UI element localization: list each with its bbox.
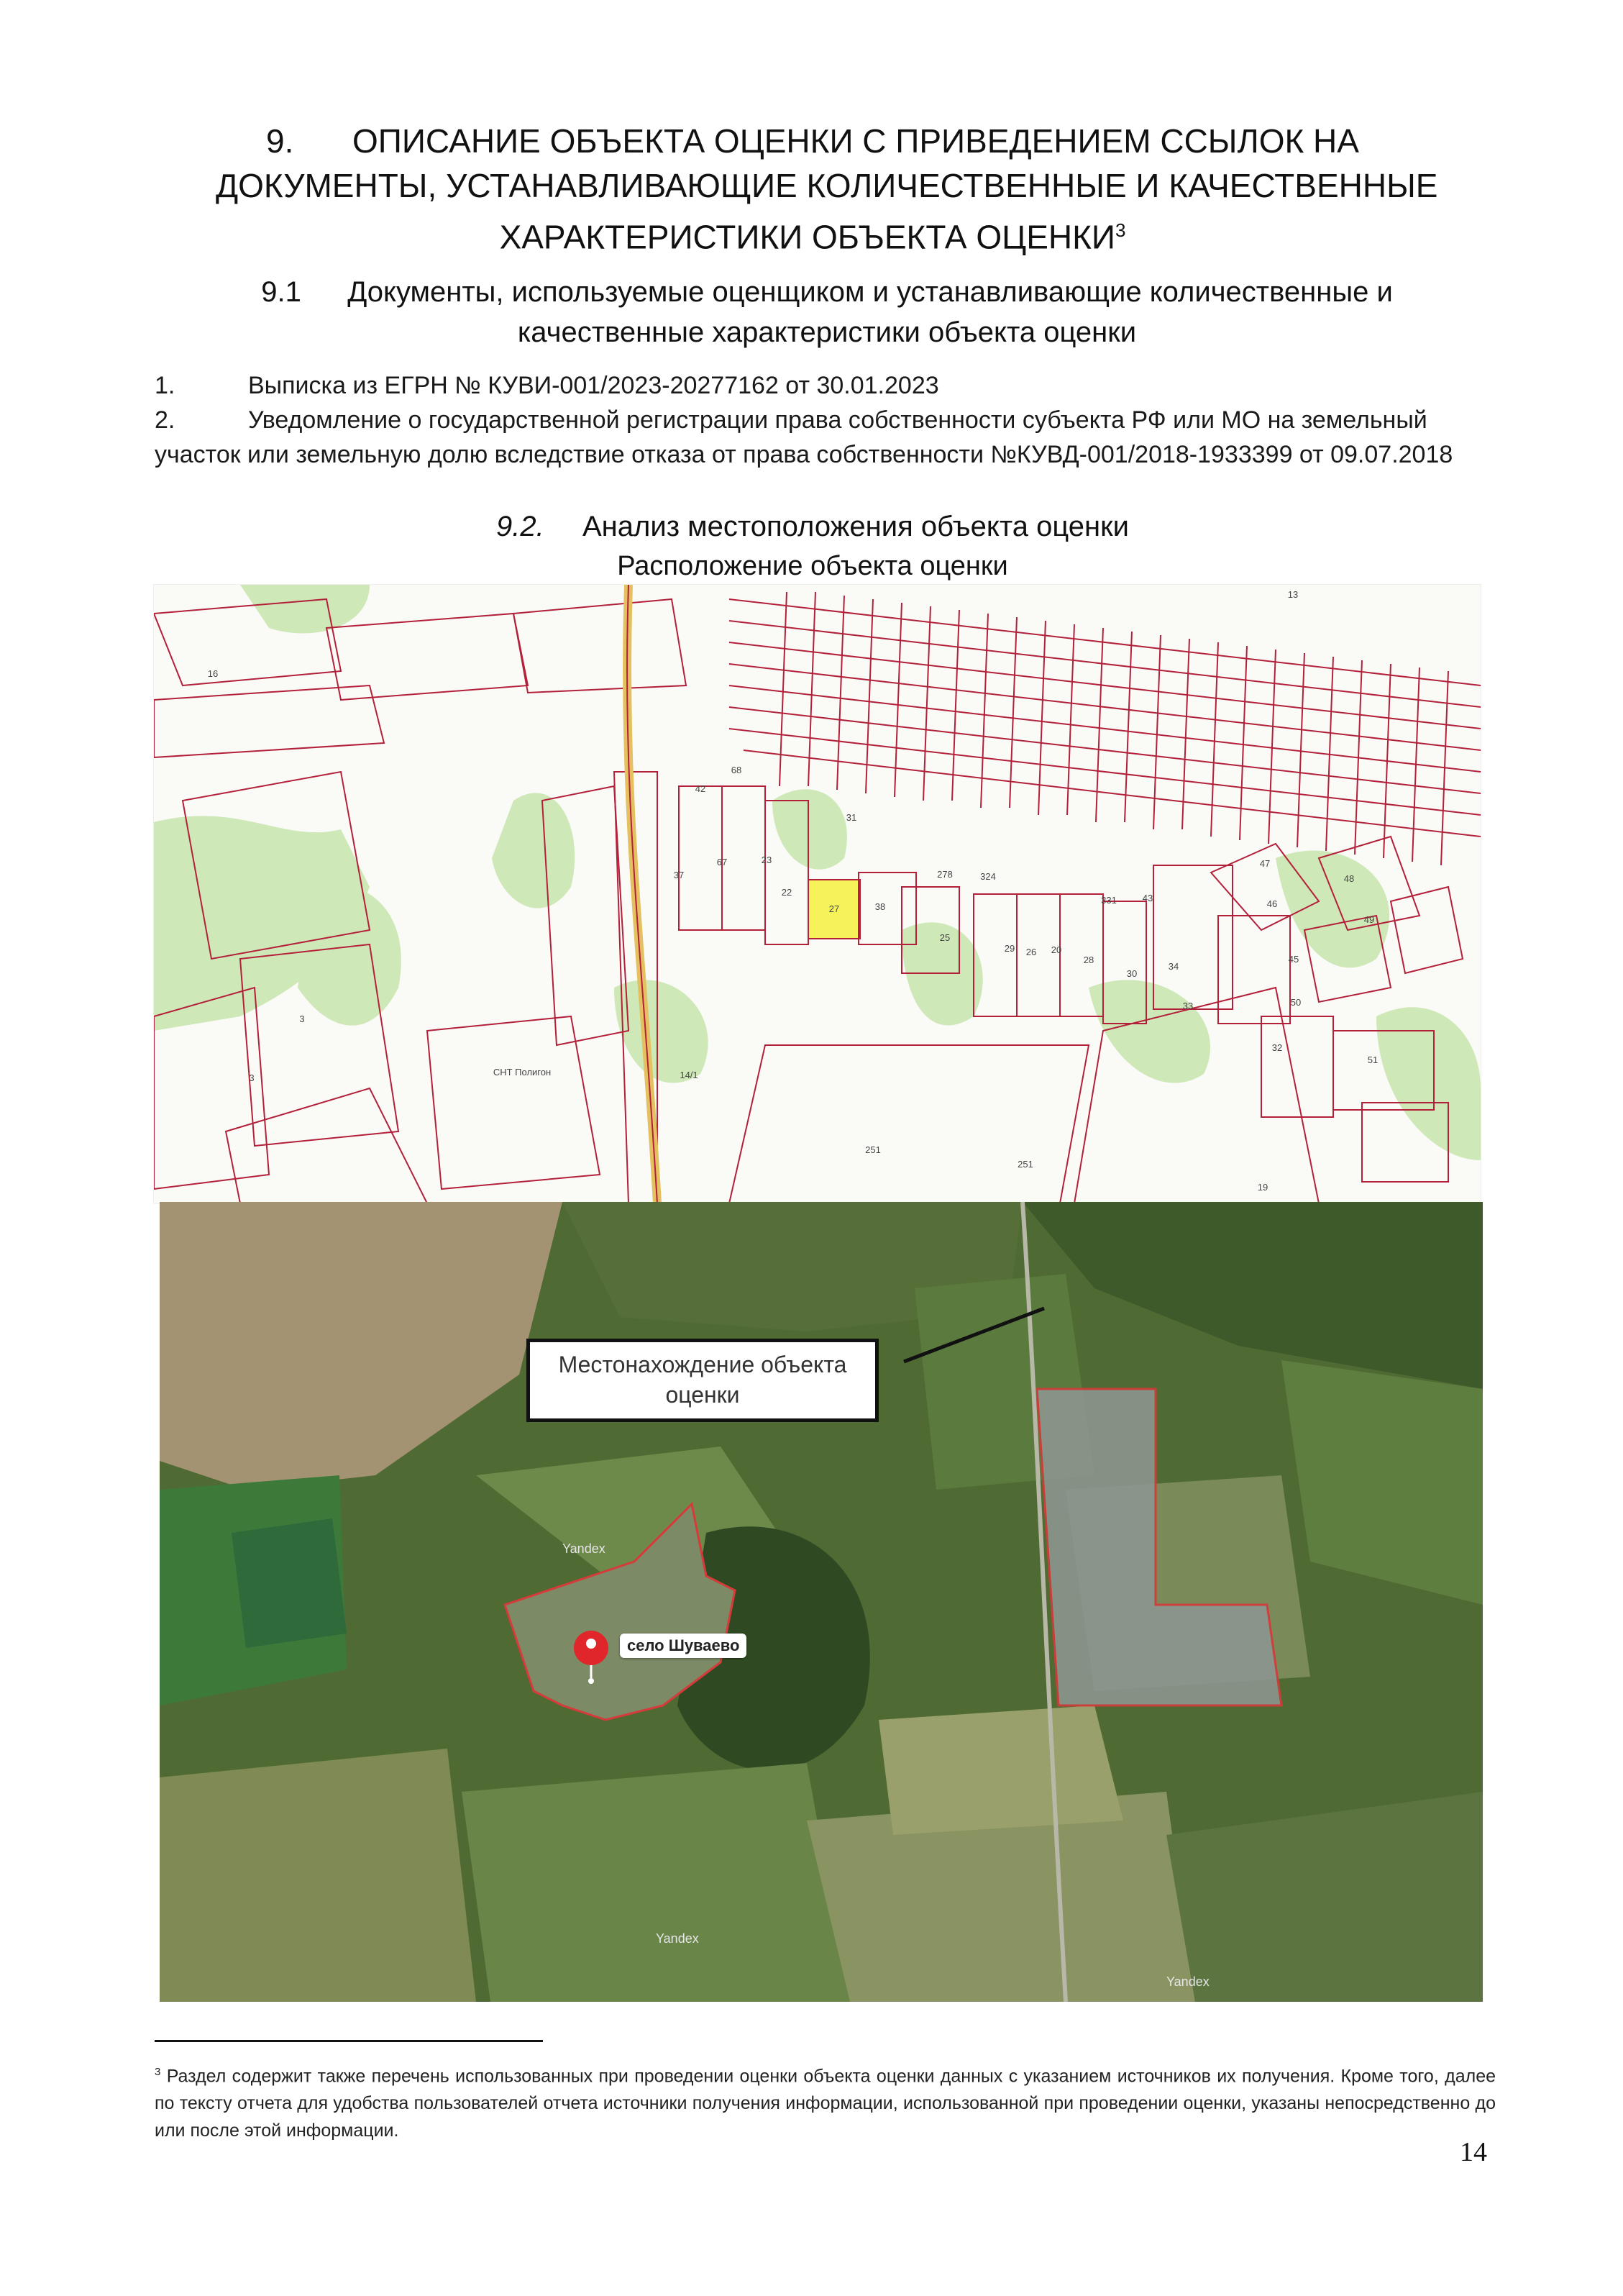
parcel-label: 278: [937, 869, 953, 880]
footnote: [155, 2059, 1496, 2144]
footnote-number: 3: [155, 2066, 161, 2078]
parcel-label: 324: [980, 871, 996, 882]
parcel-label: 26: [1025, 947, 1037, 957]
figure-caption: Расположение объекта оценки: [617, 551, 1008, 581]
section-9-2-number: 9.2.: [496, 511, 544, 542]
section-9-title-line2: ДОКУМЕНТЫ, УСТАНАВЛИВАЮЩИЕ КОЛИЧЕСТВЕННЫЕ И КАЧЕСТВЕННЫЕ: [216, 167, 1438, 204]
document-item: 2. Уведомление о государственной регистрации права собственности субъекта РФ или МО на земельный участок или земельную долю вследствие отказа от права собственности №КУВД-001/2018-1933399 от 09.07.2018: [155, 406, 1453, 468]
parcel-label: 49: [1363, 914, 1375, 925]
village-label: село Шуваево: [620, 1634, 746, 1658]
road-label: СНТ Полигон: [493, 1067, 552, 1078]
parcel-label: 25: [939, 932, 951, 943]
page-number: 14: [1460, 2137, 1487, 2167]
parcel-label: 29: [1004, 943, 1015, 954]
yandex-watermark: Yandex: [562, 1541, 605, 1556]
cadastral-map-graphic: [154, 585, 1481, 1203]
cadastral-map: [153, 584, 1481, 1204]
section-9-2-heading: [158, 508, 1467, 545]
parcel-label: 22: [781, 887, 792, 898]
section-9-1-line1: Документы, используемые оценщиком и устанавливающие количественные и: [347, 276, 1393, 308]
parcel-label: 43: [1142, 893, 1153, 903]
parcel-label: 27: [828, 903, 840, 914]
yandex-watermark: Yandex: [1166, 1974, 1210, 1989]
section-9-1-number: 9.1: [261, 276, 301, 308]
satellite-map-graphic: [160, 1202, 1483, 2002]
parcel-label: 19: [1257, 1182, 1268, 1193]
parcel-label: 45: [1288, 954, 1299, 965]
parcel-label: 51: [1367, 1054, 1379, 1065]
section-9-number: 9.: [266, 122, 294, 160]
section-9-1-line2: качественные характеристики объекта оценки: [517, 316, 1137, 348]
section-9-title-line1: ОПИСАНИЕ ОБЪЕКТА ОЦЕНКИ С ПРИВЕДЕНИЕМ ССЫЛОК НА: [352, 122, 1359, 160]
parcel-label: 68: [731, 765, 742, 775]
document-item: 1. Выписка из ЕГРН № КУВИ-001/2023-20277162 от 30.01.2023: [155, 372, 939, 399]
callout-line1: Местонахождение объекта: [558, 1352, 847, 1377]
footnote-ref: 3: [1115, 219, 1126, 241]
section-9-title-line3: ХАРАКТЕРИСТИКИ ОБЪЕКТА ОЦЕНКИ: [499, 218, 1115, 256]
parcel-label: 251: [865, 1144, 881, 1155]
parcel-label: 31: [846, 812, 857, 823]
parcel-label: 34: [1168, 961, 1179, 972]
parcel-label: 38: [874, 901, 886, 912]
parcel-label: 16: [207, 668, 219, 679]
satellite-map: [160, 1202, 1483, 2002]
parcel-label: 67: [716, 857, 728, 867]
section-9-1-heading: [237, 272, 1417, 352]
parcel-label: 46: [1266, 898, 1278, 909]
location-callout: [526, 1339, 879, 1422]
parcel-label: 42: [695, 783, 706, 794]
parcel-label: 30: [1126, 968, 1138, 979]
parcel-label: 3: [249, 1072, 255, 1083]
parcel-label: 48: [1343, 873, 1355, 884]
section-9-2-title: Анализ местоположения объекта оценки: [582, 511, 1129, 542]
parcel-label: 32: [1271, 1042, 1283, 1053]
parcel-label: 33: [1182, 1001, 1194, 1011]
section-9-heading: [216, 119, 1438, 259]
parcel-label: 14/1: [680, 1070, 698, 1080]
parcel-label: 331: [1101, 895, 1117, 906]
parcel-label: 50: [1290, 997, 1302, 1008]
callout-line2: оценки: [665, 1382, 740, 1408]
parcel-label: 28: [1083, 955, 1094, 965]
documents-list: [155, 368, 1507, 472]
parcel-label: 13: [1287, 589, 1299, 600]
footnote-text: Раздел содержит также перечень использованных при проведении оценки объекта оценки данных с указанием источников их получения. Кроме того, далее по тексту отчета для удобства пользователей отчета источники получения информации, использованной при проведении оценки, указаны непосредственно до или после этой информации.: [155, 2066, 1496, 2141]
footnote-divider: [155, 2040, 543, 2042]
parcel-label: 251: [1018, 1159, 1033, 1170]
parcel-label: 3: [299, 1013, 305, 1024]
yandex-watermark: Yandex: [656, 1931, 699, 1946]
parcel-label: 37: [673, 870, 685, 880]
parcel-label: 20: [1051, 944, 1062, 955]
parcel-label: 23: [761, 855, 772, 865]
parcel-label: 47: [1259, 858, 1271, 869]
